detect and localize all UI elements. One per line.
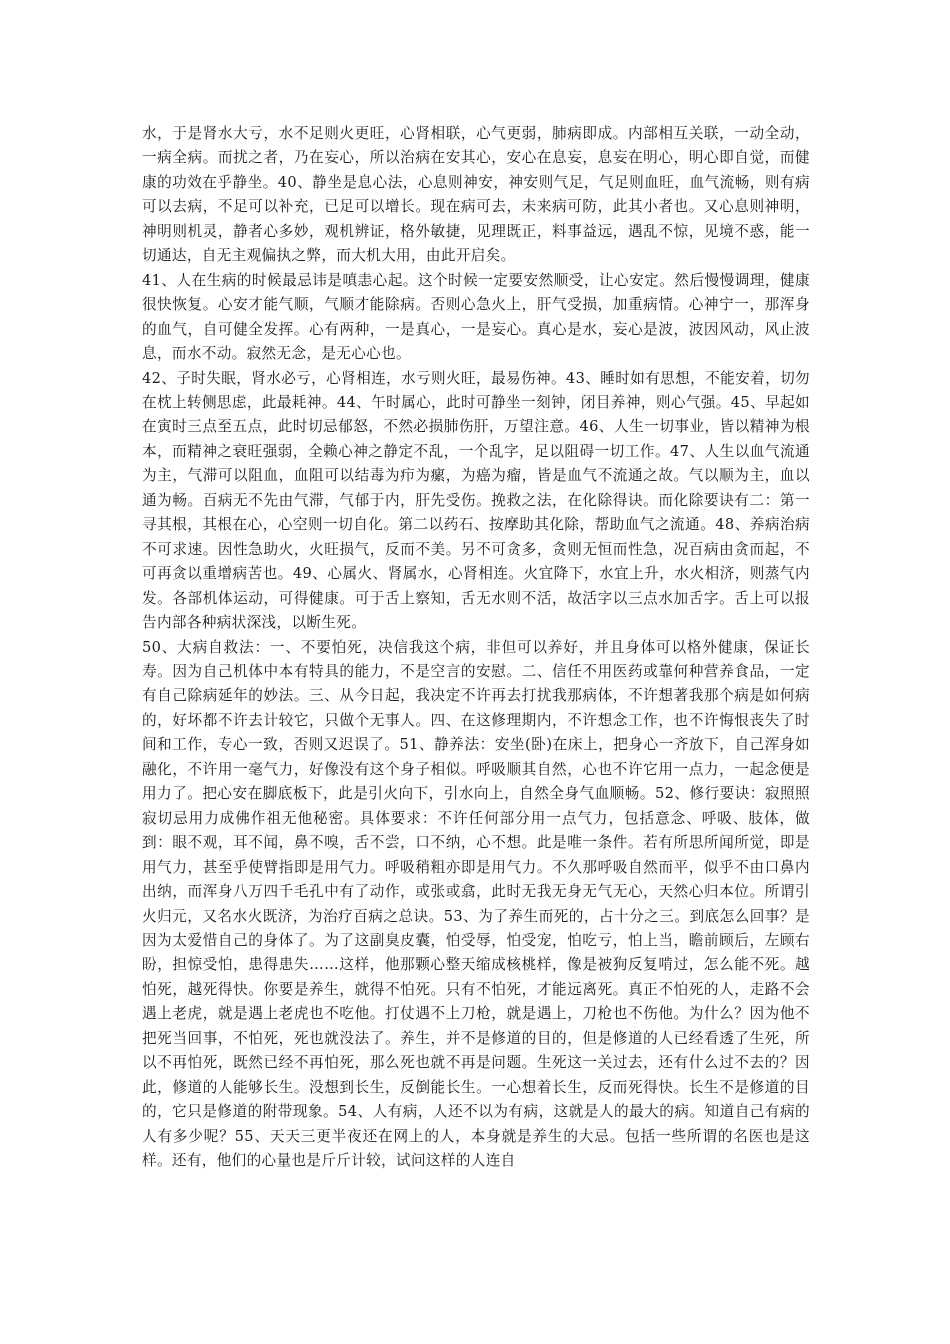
paragraph-self-rescue-50-55: 50、大病自救法：一、不要怕死，决信我这个病，非但可以养好，并且身体可以格外健康，保证长寿。因为自己机体中本有特具的能力，不是空言的安慰。二、信任不用医药或靠何种营养食品，一定有自己除病延年的妙法。三、从今日起，我决定不许再去打扰我那病体，不许想著我那个病是如何病的，好坏都不许去计较它，只做个无事人。四、在这修理期内，不许想念工作，也不许悔恨丧失了时间和工作，专心一致，否则又迟误了。51、静养法：安坐(卧)在床上，把身心一齐放下，自己浑身如融化，不许用一毫气力，好像没有这个身子相似。呼吸顺其自然，心也不许它用一点力，一起念便是用力了。把心安在脚底板下，此是引火向下，引水向上，自然全身气血顺畅。52、修行要诀：寂照照寂切忌用力成佛作祖无他秘密。具体要求：不许任何部分用一点气力，包括意念、呼吸、肢体，做到：眼不观，耳不闻，鼻不嗅，舌不尝，口不纳，心不想。此是唯一条件。若有所思所闻所觉，即是用气力，甚至乎使臂指即是用气力。呼吸稍粗亦即是用气力。不久那呼吸自然而平，似乎不由口鼻内出纳，而浑身八万四千毛孔中有了动作，或张或翕，此时无我无身无气无心，天然心归本位。所谓引火归元，又名水火既济，为治疗百病之总诀。53、为了养生而死的，占十分之三。到底怎么回事？是因为太爱惜自己的身体了。为了这副臭皮囊，怕受辱，怕受宠，怕吃亏，怕上当，瞻前顾后，左顾右盼，担惊受怕，患得患失……这样，他那颗心整天缩成核桃样，像是被狗反复啃过，怎么能不死。越怕死，越死得快。你要是养生，就得不怕死。只有不怕死，才能远离死。真正不怕死的人，走路不会遇上老虎，就是遇上老虎也不吃他。打仗遇不上刀枪，就是遇上，刀枪也不伤他。为什么？因为他不把死当回事，不怕死，死也就没法了。养生，并不是修道的目的，但是修道的人已经看透了生死，所以不再怕死，既然已经不再怕死，那么死也就不再是问题。生死这一关过去，还有什么过不去的？因此，修道的人能够长生。没想到长生，反倒能长生。一心想着长生，反而死得快。长生不是修道的目的，它只是修道的附带现象。54、人有病，人还不以为有病，这就是人的最大的病。知道自己有病的人有多少呢？55、天天三更半夜还在网上的人，本身就是养生的大忌。包括一些所谓的名医也是这样。还有，他们的心量也是斤斤计较，试问这样的人连自 [142, 638, 810, 1170]
paragraph-illness-mind-41: 41、人在生病的时候最忌讳是嗔恚心起。这个时候一定要安然顺受，让心安定。然后慢慢调理，健康很快恢复。心安才能气顺，气顺才能除病。否则心急火上，肝气受损，加重病情。心神宁一，那浑身的血气，自可健全发挥。心有两种，一是真心，一是妄心。真心是水，妄心是波，波因风动，风止波息，而水不动。寂然无念，是无心心也。 [142, 271, 810, 363]
document-page [142, 122, 810, 1173]
paragraph-health-tips-42-49: 42、子时失眠，肾水必亏，心肾相连，水亏则火旺，最易伤神。43、睡时如有思想，不能安着，切勿在枕上转侧思虑，此最耗神。44、午时属心，此时可静坐一刻钟，闭目养神，则心气强。45、早起如在寅时三点至五点，此时切忌郁怒，不然必损肺伤肝，万望注意。46、人生一切事业，皆以精神为根本，而精神之衰旺强弱，全赖心神之静定不乱，一个乱字，足以阻碍一切工作。47、人生以血气流通为主，气滞可以阻血，血阻可以结毒为疖为瘰，为癌为瘤，皆是血气不流通之故。气以顺为主，血以通为畅。百病无不先由气滞，气郁于内，肝先受伤。挽救之法，在化除得诀。而化除要诀有二：第一寻其根，其根在心，心空则一切自化。第二以药石、按摩助其化除，帮助血气之流通。48、养病治病不可求速。因性急助火，火旺损气，反而不美。另不可贪多，贪则无恒而性急，况百病由贪而起，不可再贪以重增病苦也。49、心属火、肾属水，心肾相连。火宜降下，水宜上升，水火相济，则蒸气内发。各部机体运动，可得健康。可于舌上察知，舌无水则不活，故活字以三点水加舌字。舌上可以报告内部各种病状深浅，以断生死。 [142, 369, 810, 632]
paragraph-meditation-40: 水，于是肾水大亏，水不足则火更旺，心肾相联，心气更弱，肺病即成。内部相互关联，一动全动，一病全病。而扰之者，乃在妄心，所以治病在安其心，安心在息妄，息妄在明心，明心即自觉，而健康的功效在乎静坐。40、静坐是息心法，心息则神安，神安则气足，气足则血旺，血气流畅，则有病可以去病，不足可以补充，已足可以增长。现在病可去，未来病可防，此其小者也。又心息则神明，神明则机灵，静者心多妙，观机辨证，格外敏捷，见理既正，料事益远，遇乱不惊，见境不惑，能一切通达，自无主观偏执之弊，而大机大用，由此开启矣。 [142, 125, 810, 265]
